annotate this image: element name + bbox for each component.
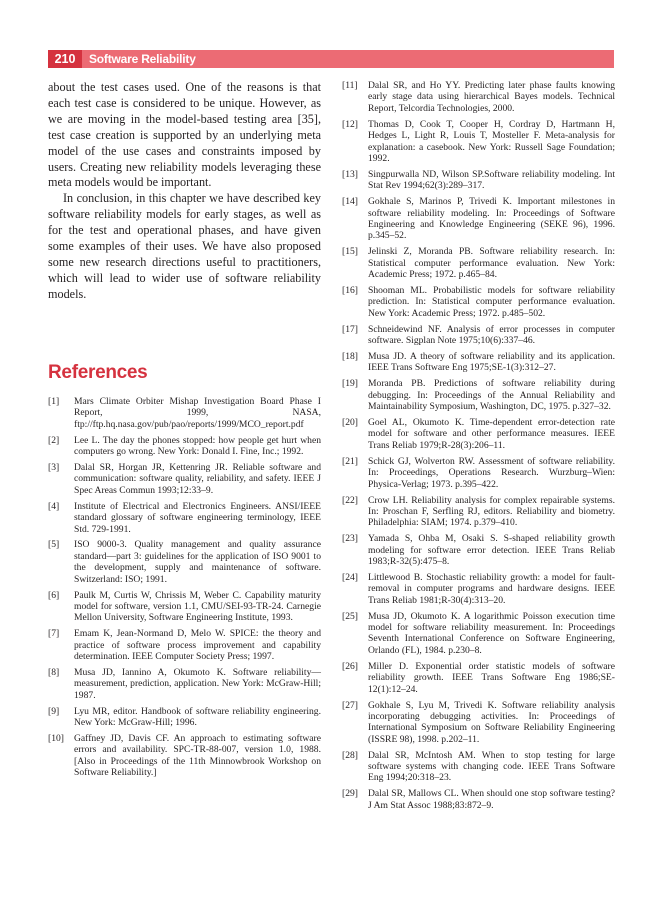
reference-item — [342, 196, 615, 242]
reference-item — [342, 572, 615, 606]
reference-text: Littlewood B. Stochastic reliability growth: a model for fault-removal in computer programs and hardware designs. IEEE Trans Reliab 1981;R-30(4):313–20. — [368, 571, 615, 606]
reference-text: Paulk M, Curtis W, Chrissis M, Weber C. Capability maturity model for software, version 1.1, CMU/SEI-93-TR-24. Carnegie Mellon University, Software Engineering Institute, 1993. — [74, 589, 321, 624]
reference-number: [21] — [342, 455, 358, 467]
reference-item — [342, 417, 615, 451]
reference-number: [27] — [342, 699, 358, 711]
reference-number: [1] — [48, 396, 60, 407]
reference-item — [48, 539, 321, 585]
reference-number: [10] — [48, 733, 64, 745]
reference-item — [342, 378, 615, 412]
body-paragraph: about the test cases used. One of the reasons is that each test case is considered to be unique. However, as we are moving in the model-based testing area [35], test case creation is supported by an underlying meta model of the use cases and constraints imposed by users. Creating new reliability models leveraging these meta models would be important. — [48, 80, 321, 190]
reference-number: [15] — [342, 246, 358, 258]
reference-text: Emam K, Jean-Normand D, Melo W. SPICE: the theory and practice of software process improvement and capability determination. IEEE Computer Society Press; 1997. — [74, 628, 321, 663]
reference-text: Shooman ML. Probabilistic models for software reliability prediction. In: Statistical computer performance evaluation. New York: Academic Press; 1972. p.485–502. — [368, 285, 615, 319]
reference-text: Thomas D, Cook T, Cooper H, Cordray D, Hartmann H, Hedges L, Light R, Louis T, Mosteller F. Meta-analysis for explanation: a casebook. New York: Russell Sage Foundation; 1992. — [368, 118, 615, 164]
references-heading: References — [48, 362, 148, 383]
reference-item — [342, 246, 615, 280]
reference-text: ISO 9000-3. Quality management and quality assurance standard—part 3: guidelines for the application of ISO 9001 to the development, supply and maintenance of software. Switzerland: ISO; 1991. — [74, 539, 321, 585]
reference-text: Singpurwalla ND, Wilson SP.Software reliability modeling. Int Stat Rev 1994;62(3):289–317. — [368, 168, 615, 192]
reference-number: [25] — [342, 610, 358, 622]
reference-number: [6] — [48, 589, 60, 601]
reference-text: Jelinski Z, Moranda PB. Software reliability research. In: Statistical computer performance evaluation. New York: Academic Press; 1972. p.465–84. — [368, 246, 615, 281]
reference-text: Schick GJ, Wolverton RW. Assessment of software reliability. In: Proceedings, Operations Research. Wurzburg–Wien: Physica-Verlag; 1973. p.395–422. — [368, 455, 615, 490]
reference-item — [342, 285, 615, 319]
reference-text: Dalal SR, Horgan JR, Kettenring JR. Reliable software and communication: software quality, reliability, and safety. IEEE J Spec Areas Commun 1993;12:33–9. — [74, 462, 321, 496]
reference-item — [342, 456, 615, 490]
reference-text: Dalal SR, and Ho YY. Predicting later phase faults knowing early stage data using hierarchical Bayes models. Technical Report, Telcordia Technologies, 2000. — [368, 80, 615, 114]
reference-text: Musa JD, Iannino A, Okumoto K. Software reliability—measurement, prediction, application. New York: McGraw-Hill; 1987. — [74, 667, 321, 701]
reference-number: [14] — [342, 196, 358, 208]
running-header — [48, 50, 614, 68]
reference-item — [48, 396, 321, 430]
reference-number: [13] — [342, 168, 358, 180]
reference-number: [18] — [342, 351, 358, 363]
reference-text: Lyu MR, editor. Handbook of software reliability engineering. New York: McGraw-Hill; 1996. — [74, 705, 321, 729]
reference-number: [17] — [342, 323, 358, 335]
reference-list-right — [342, 80, 615, 816]
reference-text: Lee L. The day the phones stopped: how people get hurt when computers go wrong. New York: Donald I. Fine, Inc.; 1992. — [74, 434, 321, 458]
reference-item — [342, 495, 615, 529]
reference-text: Goel AL, Okumoto K. Time-dependent error-detection rate model for software and other performance measures. IEEE Trans Reliab 1979;R-28(3):206–11. — [368, 417, 615, 451]
reference-number: [23] — [342, 533, 358, 545]
reference-text: Dalal SR, McIntosh AM. When to stop testing for large software systems with changing code. IEEE Trans Software Eng 1994;20:318–23. — [368, 749, 615, 784]
reference-number: [20] — [342, 417, 358, 429]
reference-list-left — [48, 396, 321, 783]
reference-number: [2] — [48, 434, 60, 446]
reference-item — [342, 80, 615, 114]
reference-item — [342, 661, 615, 695]
reference-item — [48, 462, 321, 496]
reference-item — [342, 119, 615, 165]
reference-item — [48, 590, 321, 624]
reference-number: [7] — [48, 628, 60, 640]
reference-text: Musa JD. A theory of software reliability and its application. IEEE Trans Software Eng 1975;SE-1(3):312–27. — [368, 351, 615, 374]
reference-text: Schneidewind NF. Analysis of error processes in computer software. Sigplan Note 1975;10(6):337–46. — [368, 323, 615, 347]
reference-item — [342, 324, 615, 347]
reference-item — [342, 351, 615, 374]
reference-item — [48, 501, 321, 535]
reference-number: [22] — [342, 494, 358, 506]
reference-number: [28] — [342, 749, 358, 761]
reference-number: [11] — [342, 80, 358, 91]
reference-number: [12] — [342, 118, 358, 130]
reference-item — [342, 750, 615, 784]
reference-item — [342, 169, 615, 192]
body-text — [48, 80, 321, 303]
reference-number: [4] — [48, 500, 60, 512]
reference-text: Gaffney JD, Davis CF. An approach to estimating software errors and availability. SPC-TR-88-007, version 1.0, 1988. [Also in Proceedings of the 11th Minnowbrook Workshop on Software Reliability.] — [74, 733, 321, 779]
reference-number: [24] — [342, 571, 358, 583]
reference-text: Yamada S, Ohba M, Osaki S. S-shaped reliability growth modeling for software error detection. IEEE Trans Reliab 1983;R-32(5):475–8. — [368, 533, 615, 568]
reference-text: Crow LH. Reliability analysis for complex repairable systems. In: Proschan F, Serfling RJ, editors. Reliability and biometry. Philadelphia: SIAM; 1974. p.379–410. — [368, 494, 615, 529]
reference-item — [48, 706, 321, 729]
reference-item — [342, 788, 615, 811]
reference-number: [3] — [48, 462, 60, 474]
reference-text: Musa JD, Okumoto K. A logarithmic Poisson execution time model for software reliability measurement. In: Proceedings Seventh International Conference on Software Engineering, Orlando (FL), 1984. p.230–8. — [368, 610, 615, 656]
reference-text: Dalal SR, Mallows CL. When should one stop software testing? J Am Stat Assoc 1988;83:872–9. — [368, 788, 615, 811]
reference-number: [26] — [342, 660, 358, 672]
reference-text: Institute of Electrical and Electronics Engineers. ANSI/IEEE standard glossary of software engineering terminology, IEEE Std. 729-1991. — [74, 500, 321, 535]
reference-item — [342, 700, 615, 746]
page-number: 210 — [48, 50, 82, 68]
reference-text: Mars Climate Orbiter Mishap Investigation Board Phase I Report, 1999, NASA, ftp://ftp.hq.nasa.gov/pub/pao/reports/1999/MCO_report.pdf — [74, 396, 321, 430]
reference-text: Moranda PB. Predictions of software reliability during debugging. In: Proceedings of the Annual Reliability and Maintainability Symposium, Washington, DC, 1975. p.327–32. — [368, 378, 615, 413]
reference-number: [8] — [48, 667, 60, 679]
reference-number: [19] — [342, 378, 358, 390]
reference-number: [29] — [342, 788, 358, 800]
reference-item — [342, 611, 615, 657]
reference-item — [48, 733, 321, 779]
reference-item — [48, 628, 321, 662]
reference-item — [48, 667, 321, 701]
reference-text: Miller D. Exponential order statistic models of software reliability growth. IEEE Trans Software Eng 1986;SE-12(1):12–24. — [368, 660, 615, 695]
reference-item — [342, 533, 615, 567]
reference-text: Gokhale S, Lyu M, Trivedi K. Software reliability analysis incorporating debugging activities. In: Proceedings of International Symposium on Software Reliability Engineering (ISSRE 98), 1998. p.202–11. — [368, 699, 615, 745]
body-paragraph: In conclusion, in this chapter we have described key software reliability models for early stages, as well as for the test and operational phases, and have given some examples of their uses. We have also proposed some new research directions useful to practitioners, which will lead to wider use of software reliability models. — [48, 191, 321, 301]
reference-item — [48, 435, 321, 458]
running-title: Software Reliability — [89, 52, 196, 66]
reference-number: [16] — [342, 285, 358, 296]
reference-text: Gokhale S, Marinos P, Trivedi K. Important milestones in software reliability modeling. In: Proceedings of Software Engineering and Knowledge Engineering (SEKE 96), 1996. p.345–52. — [368, 196, 615, 242]
reference-number: [5] — [48, 539, 60, 551]
reference-number: [9] — [48, 705, 60, 717]
